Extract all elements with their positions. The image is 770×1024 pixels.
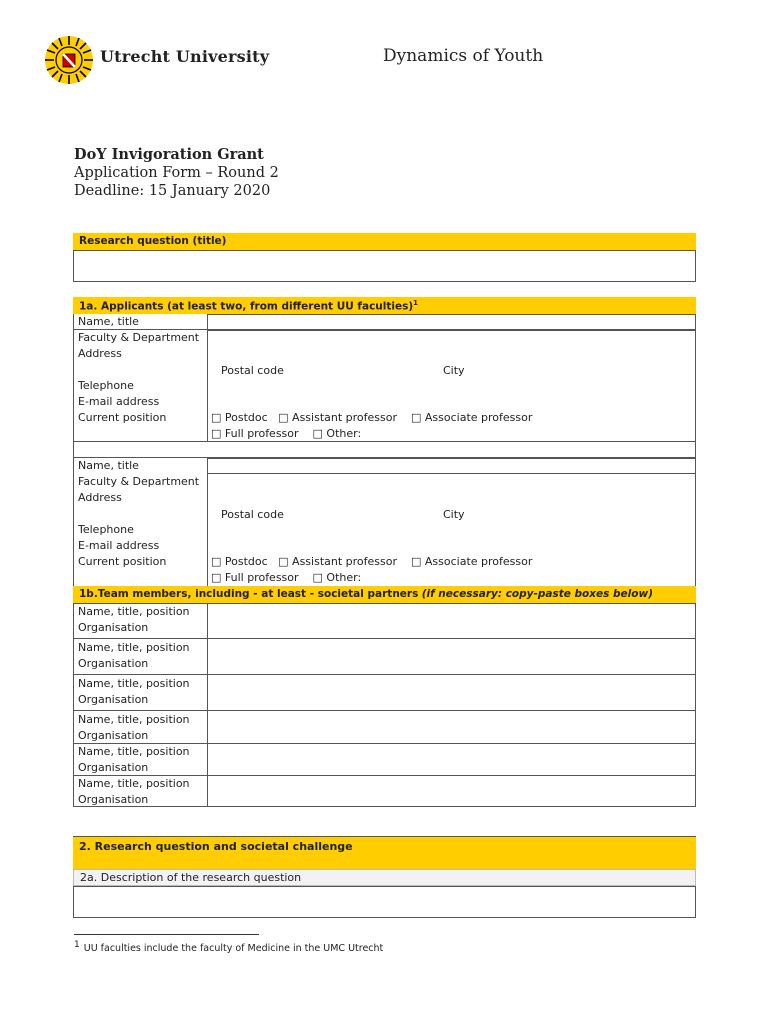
team2-label-2: Organisation [78, 657, 149, 670]
team2-label-1: Name, title, position [78, 641, 190, 654]
form-subtitle: Application Form – Round 2 [74, 165, 279, 181]
section2-header-label: 2. Research question and societal challenge [79, 840, 353, 853]
footnote-divider [74, 934, 259, 935]
deadline: Deadline: 15 January 2020 [74, 183, 271, 199]
applicant1-position-label: Current position [78, 411, 167, 424]
applicant2-email-label: E-mail address [78, 539, 160, 552]
team3-field[interactable] [208, 675, 695, 710]
section2a-field[interactable] [73, 886, 696, 918]
applicant1-position-options-2[interactable]: □ Full professor □ Other: [211, 427, 362, 440]
team5-label-2: Organisation [78, 761, 149, 774]
applicant2-name-label: Name, title [78, 459, 139, 472]
footnote-ref: 1 [413, 299, 419, 307]
applicant2-position-options-1[interactable]: □ Postdoc □ Assistant professor □ Associate professor [211, 555, 533, 568]
research-title-field[interactable] [73, 250, 696, 282]
team-table [73, 603, 696, 807]
team6-label-2: Organisation [78, 793, 149, 806]
research-title-header [73, 233, 696, 250]
applicant2-city-label: City [443, 508, 465, 521]
applicant2-postal-code-label: Postal code [221, 508, 284, 521]
team1-label-2: Organisation [78, 621, 149, 634]
section2a-label-row [73, 869, 696, 886]
program-name: Dynamics of Youth [383, 46, 544, 66]
document-titles [74, 146, 279, 200]
team5-label-1: Name, title, position [78, 745, 190, 758]
section2-header [73, 837, 696, 869]
research-title-header-label: Research question (title) [79, 235, 227, 247]
team1-field[interactable] [208, 604, 695, 638]
applicant1-address-label: Address [78, 347, 122, 360]
applicants-header-label: 1a. Applicants (at least two, from different UU faculties)$^1$ [79, 299, 419, 313]
applicant1-name-field[interactable] [207, 314, 696, 331]
applicant2-address-label: Address [78, 491, 122, 504]
applicant1-faculty-label: Faculty & Department [78, 331, 200, 344]
applicant1-email-label: E-mail address [78, 395, 160, 408]
team4-label-1: Name, title, position [78, 713, 190, 726]
applicant2-name-field[interactable] [207, 458, 696, 474]
university-name: Utrecht University [100, 47, 270, 66]
team4-field[interactable] [208, 711, 695, 743]
team2-field[interactable] [208, 639, 695, 674]
applicant1-telephone-label: Telephone [78, 379, 134, 392]
team5-field[interactable] [208, 744, 695, 775]
applicant1-position-options-1[interactable]: □ Postdoc □ Assistant professor □ Associate professor [211, 411, 533, 424]
applicant2-telephone-label: Telephone [78, 523, 134, 536]
team-header-label: 1b.Team members, including - at least - societal partners (if necessary: copy-paste boxes below) [79, 588, 653, 600]
team6-label-1: Name, title, position [78, 777, 190, 790]
team3-label-2: Organisation [78, 693, 149, 706]
team3-label-1: Name, title, position [78, 677, 190, 690]
team-header-note: (if necessary: copy-paste boxes below) [421, 588, 653, 600]
footnote-text: UU faculties include the faculty of Medicine in the UMC Utrecht [83, 943, 384, 955]
applicant2-position-label: Current position [78, 555, 167, 568]
section2a-label: 2a. Description of the research question [80, 871, 302, 884]
footnote [74, 940, 383, 954]
team4-label-2: Organisation [78, 729, 149, 742]
applicants-table [73, 314, 696, 594]
grant-title: DoY Invigoration Grant [74, 146, 264, 163]
applicant2-faculty-label: Faculty & Department [78, 475, 200, 488]
team-header [73, 586, 696, 603]
team6-field[interactable] [208, 776, 695, 806]
applicant1-postal-code-label: Postal code [221, 364, 284, 377]
applicant1-city-label: City [443, 364, 465, 377]
team1-label-1: Name, title, position [78, 605, 190, 618]
applicants-header [73, 297, 696, 314]
footnote-mark: 1 [74, 940, 80, 950]
university-seal-icon [44, 35, 94, 85]
applicant1-name-label: Name, title [78, 315, 139, 328]
applicant2-position-options-2[interactable]: □ Full professor □ Other: [211, 571, 362, 584]
